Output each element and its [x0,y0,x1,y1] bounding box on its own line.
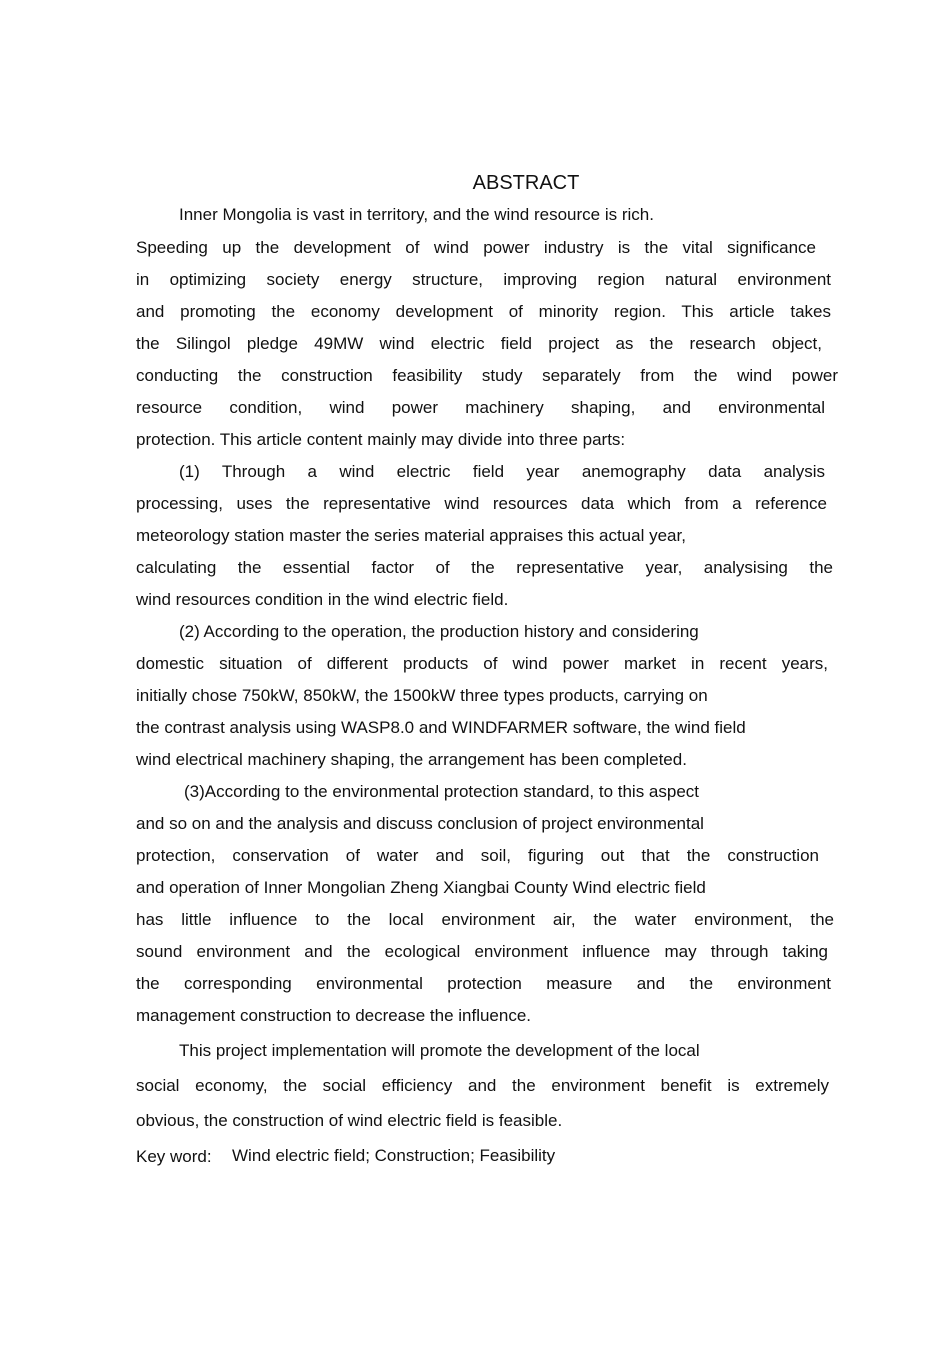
abstract-line: processing, uses the representative wind resources data which from a reference [136,494,827,513]
abstract-line: (3)According to the environmental protection standard, to this aspect [184,782,700,801]
abstract-line: protection, conservation of water and soil, figuring out that the construction [136,846,819,865]
abstract-line: management construction to decrease the influence. [136,1006,532,1025]
keywords-label: Key word: [136,1147,212,1166]
abstract-line: (2) According to the operation, the production history and considering [179,622,699,641]
abstract-line: sound environment and the ecological environment influence may through taking [136,942,828,961]
abstract-line: domestic situation of different products of wind power market in recent years, [136,654,828,673]
abstract-line: obvious, the construction of wind electric field is feasible. [136,1111,563,1130]
abstract-line: wind resources condition in the wind electric field. [136,590,509,609]
abstract-line: conducting the construction feasibility study separately from the wind power [136,366,838,385]
abstract-line: and so on and the analysis and discuss conclusion of project environmental [136,814,704,833]
abstract-line: (1) Through a wind electric field year anemography data analysis [179,462,825,481]
abstract-line: has little influence to the local environment air, the water environment, the [136,910,834,929]
abstract-line: Inner Mongolia is vast in territory, and the wind resource is rich. [179,205,654,224]
abstract-line: social economy, the social efficiency and the environment benefit is extremely [136,1076,829,1095]
abstract-line: the contrast analysis using WASP8.0 and WINDFARMER software, the wind field [136,718,746,737]
abstract-line: the Silingol pledge 49MW wind electric field project as the research object, [136,334,822,353]
abstract-line: calculating the essential factor of the representative year, analysising the [136,558,833,577]
abstract-line: and promoting the economy development of minority region. This article takes [136,302,831,321]
abstract-line: in optimizing society energy structure, improving region natural environment [136,270,831,289]
abstract-title: ABSTRACT [472,172,580,194]
abstract-line: meteorology station master the series material appraises this actual year, [136,526,686,545]
abstract-line: and operation of Inner Mongolian Zheng Xiangbai County Wind electric field [136,878,706,897]
abstract-line: the corresponding environmental protection measure and the environment [136,974,831,993]
abstract-line: resource condition, wind power machinery shaping, and environmental [136,398,825,417]
keywords-value: Wind electric field; Construction; Feasibility [232,1146,556,1165]
abstract-line: wind electrical machinery shaping, the arrangement has been completed. [136,750,687,769]
abstract-line: This project implementation will promote the development of the local [179,1041,700,1060]
abstract-line: protection. This article content mainly may divide into three parts: [136,430,626,449]
abstract-line: Speeding up the development of wind power industry is the vital significance [136,238,816,257]
abstract-line: initially chose 750kW, 850kW, the 1500kW three types products, carrying on [136,686,708,705]
